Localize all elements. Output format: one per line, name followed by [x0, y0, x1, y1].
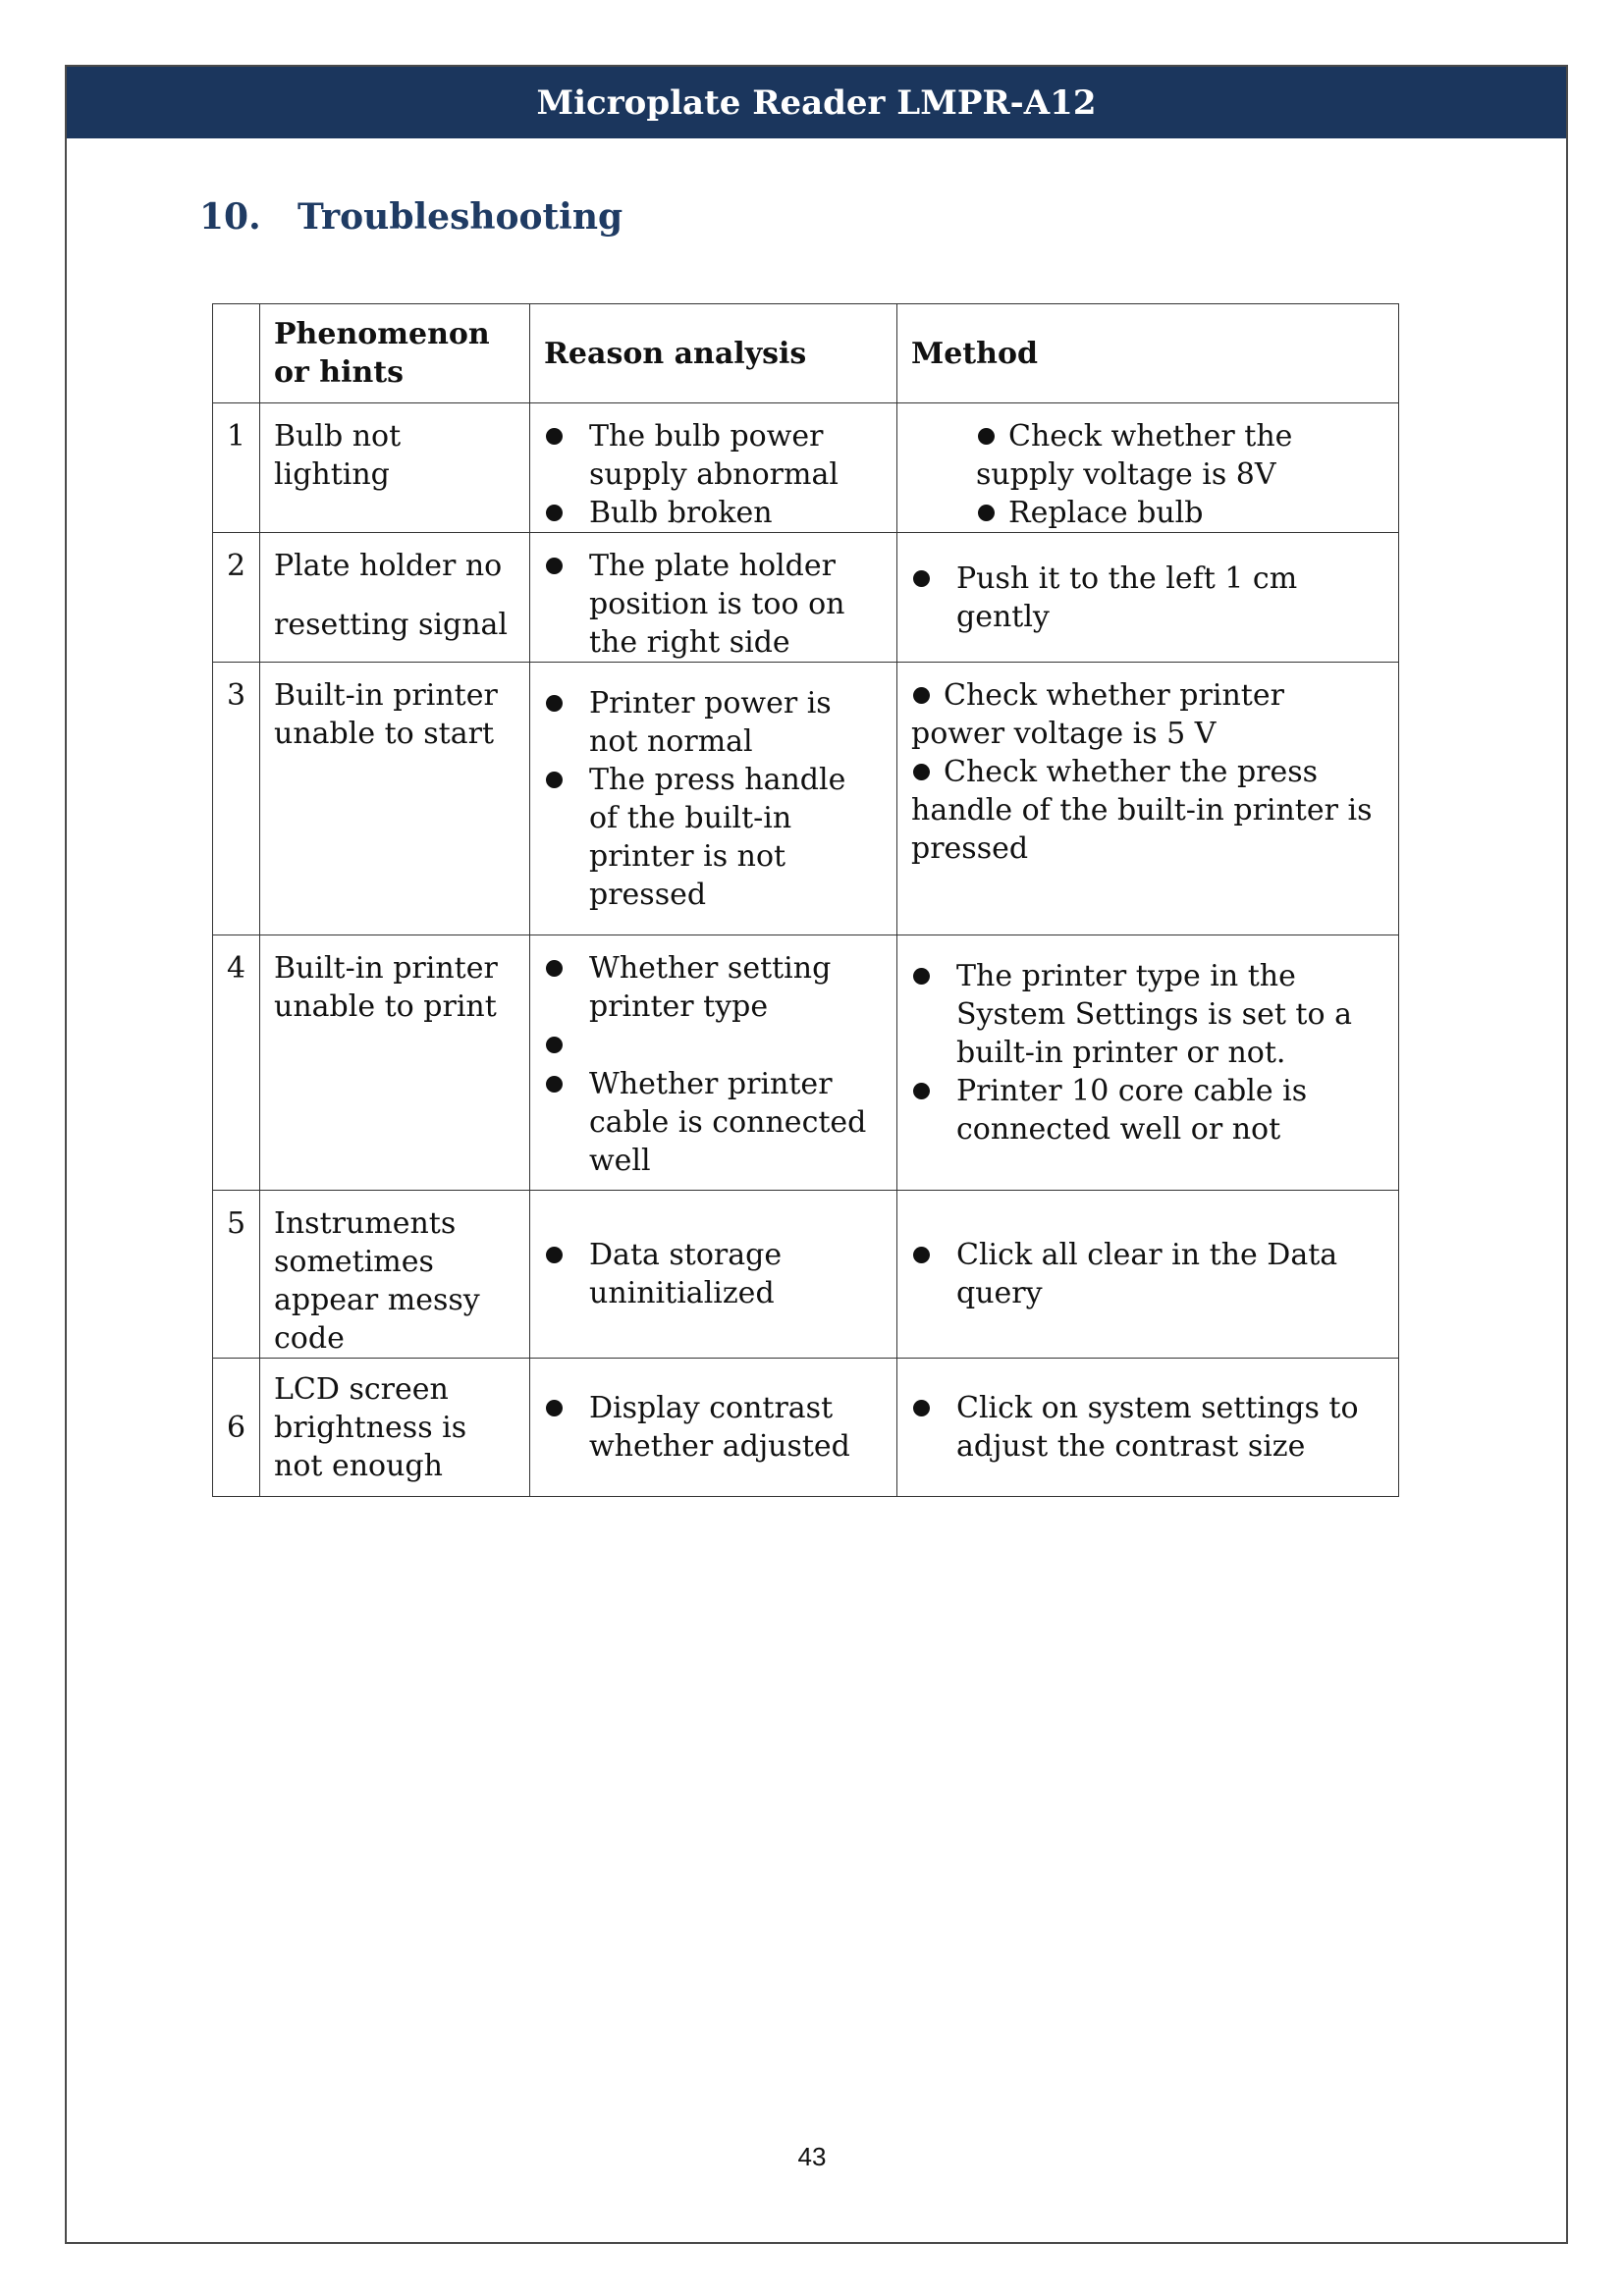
- document-header: [67, 67, 1566, 138]
- section-number: 10.: [199, 196, 261, 238]
- reason-list: [544, 684, 883, 914]
- row-number: 3: [213, 663, 260, 935]
- table-row: [213, 403, 1399, 533]
- reason-cell: [530, 935, 897, 1191]
- method-cell: [897, 403, 1399, 533]
- header-cell-method: Method: [897, 304, 1399, 403]
- reason-item: The press handle of the built-in printer is not pressed: [544, 761, 883, 914]
- method-list: [911, 560, 1384, 636]
- method-list: [911, 1389, 1384, 1466]
- method-list: [911, 957, 1384, 1148]
- row-number: 4: [213, 935, 260, 1191]
- method-item: Check whether the press handle of the built-in printer is pressed: [911, 755, 1373, 866]
- reason-item: The plate holder position is too on the right side: [544, 547, 883, 662]
- document-title: Microplate Reader LMPR-A12: [536, 82, 1097, 123]
- reason-list: [544, 949, 883, 1180]
- phenomenon-cell: Instruments sometimes appear messy code: [260, 1191, 530, 1359]
- row-number: 5: [213, 1191, 260, 1359]
- phenomenon-cell: Bulb not lighting: [260, 403, 530, 533]
- reason-cell: [530, 663, 897, 935]
- reason-item: Printer power is not normal: [544, 684, 883, 761]
- reason-list: [544, 1389, 883, 1466]
- reason-list: [544, 417, 883, 532]
- header-cell-phenomenon: Phenomenon or hints: [260, 304, 530, 403]
- reason-cell: [530, 1359, 897, 1497]
- method-item: Printer 10 core cable is connected well or not: [911, 1072, 1384, 1148]
- method-list: [911, 676, 1384, 868]
- reason-item: Data storage uninitialized: [544, 1236, 883, 1312]
- reason-item: Whether setting printer type: [544, 949, 883, 1026]
- method-list: [911, 417, 1384, 532]
- phenomenon-cell: Plate holder no resetting signal: [260, 533, 530, 663]
- table-row: [213, 1359, 1399, 1497]
- bullet-icon: [978, 428, 995, 445]
- header-cell-reason: Reason analysis: [530, 304, 897, 403]
- page-number: 43: [797, 2142, 827, 2171]
- method-list: [911, 1236, 1384, 1312]
- reason-item: The bulb power supply abnormal: [544, 417, 883, 494]
- method-cell: [897, 663, 1399, 935]
- method-item: The printer type in the System Settings is set to a built-in printer or not.: [911, 957, 1384, 1072]
- spacer: [544, 1026, 883, 1065]
- reason-cell: [530, 403, 897, 533]
- phenomenon-cell: LCD screen brightness is not enough: [260, 1359, 530, 1497]
- section-title: Troubleshooting: [298, 196, 623, 238]
- reason-item: Bulb broken: [544, 494, 883, 532]
- table-row: [213, 1191, 1399, 1359]
- phenomenon-cell: Built-in printer unable to start: [260, 663, 530, 935]
- bullet-icon: [913, 687, 930, 704]
- method-cell: [897, 935, 1399, 1191]
- bullet-icon: [978, 505, 995, 521]
- section-heading: [199, 196, 623, 238]
- reason-list: [544, 1236, 883, 1312]
- row-number: 2: [213, 533, 260, 663]
- header-cell-number: [213, 304, 260, 403]
- method-item: Click all clear in the Data query: [911, 1236, 1384, 1312]
- method-item: Check whether printer power voltage is 5 V: [911, 678, 1284, 751]
- bullet-icon: [913, 764, 930, 780]
- reason-list: [544, 547, 883, 662]
- method-item: Check whether the supply voltage is 8V: [976, 419, 1293, 492]
- reason-cell: [530, 1191, 897, 1359]
- reason-item: Whether printer cable is connected well: [544, 1065, 883, 1180]
- row-number: 1: [213, 403, 260, 533]
- method-item: Click on system settings to adjust the contrast size: [911, 1389, 1384, 1466]
- reason-cell: [530, 533, 897, 663]
- table-row: [213, 663, 1399, 935]
- row-number: 6: [213, 1359, 260, 1497]
- table-header-row: [213, 304, 1399, 403]
- reason-item: Display contrast whether adjusted: [544, 1389, 883, 1466]
- method-cell: [897, 533, 1399, 663]
- table-row: [213, 935, 1399, 1191]
- troubleshooting-table: [212, 303, 1399, 1497]
- phenomenon-cell: Built-in printer unable to print: [260, 935, 530, 1191]
- method-item: Push it to the left 1 cm gently: [911, 560, 1384, 636]
- method-cell: [897, 1191, 1399, 1359]
- table-row: [213, 533, 1399, 663]
- method-cell: [897, 1359, 1399, 1497]
- method-item: Replace bulb: [976, 494, 1384, 532]
